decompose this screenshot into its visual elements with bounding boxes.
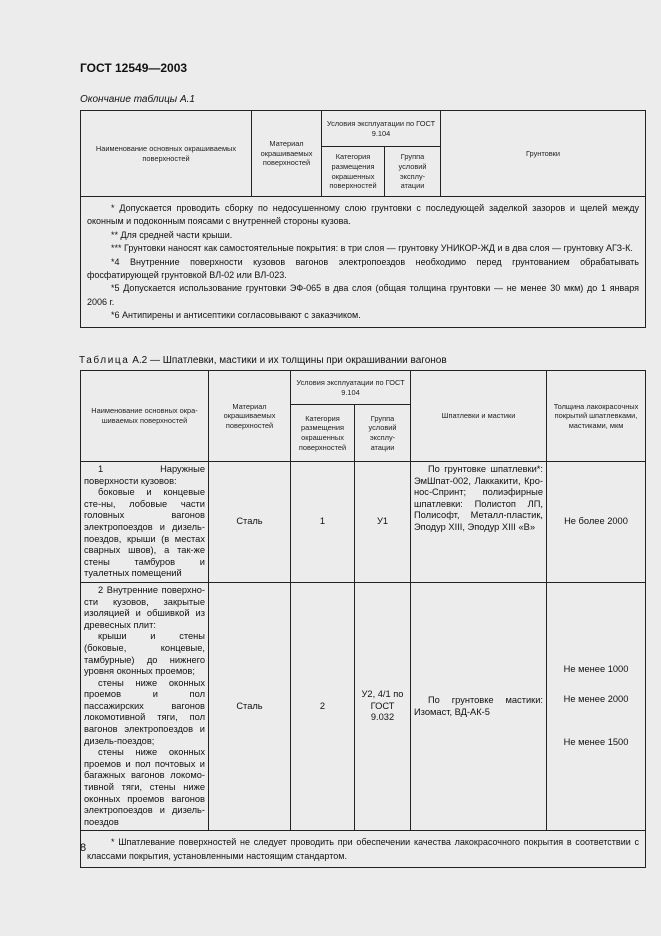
t1-footnote-5: *5 Допускается использование грунтовки ЭФ-065 в два слоя (общая толщина грунтовки — не менее 30 мкм) до 1 января 2006 г.	[87, 283, 639, 307]
table-a1-caption: Окончание таблицы А.1	[80, 94, 195, 105]
t2-row1-material: Сталь	[209, 462, 291, 583]
t2-row2-thickness-value-2: Не менее 2000	[563, 693, 629, 704]
t1-header-category: Категория размещения окрашенных поверхностей	[322, 147, 385, 197]
t2-row2-surfaces	[81, 582, 209, 830]
t1-footnote-6: *6 Антипирены и антисептики согласовывают с заказчиком.	[111, 310, 361, 321]
t2-header-material: Материал окрашиваемых поверхностей	[209, 371, 291, 462]
t2-row2-putties	[411, 582, 547, 830]
table-a2	[80, 370, 646, 868]
t2-row1-putties	[411, 462, 547, 583]
t2-header-thickness: Толщина лакокрасочных покрытий шпатлевками, мастиками, мкм	[547, 371, 646, 462]
t2-row1-surfaces-title: 1 Наружные поверхности кузовов:	[84, 464, 205, 486]
t2-row2-putties-text: По грунтовке мастики: Изомаст, ВД-АК-5	[414, 695, 543, 717]
t2-header-group: Группа условий эксплу-атации	[355, 405, 411, 462]
t2-row1-thickness	[547, 462, 646, 583]
table-a1-end	[80, 110, 646, 328]
t2-row2-category: 2	[291, 582, 355, 830]
t1-footnotes	[81, 197, 646, 328]
table-a2-caption	[79, 355, 447, 366]
t1-header-surfaces: Наименование основных окрашиваемых поверхностей	[81, 111, 252, 197]
t1-header-primers: Грунтовки	[441, 111, 646, 197]
t2-row1-thickness-value: Не более 2000	[564, 516, 628, 527]
t1-header-conditions: Условия эксплуатации по ГОСТ 9.104	[322, 111, 441, 147]
t2-row2-group: У2, 4/1 по ГОСТ 9.032	[355, 582, 411, 830]
t2-header-conditions: Условия эксплуатации по ГОСТ 9.104	[291, 371, 411, 405]
t1-header-group: Группа условий эксплу-атации	[385, 147, 441, 197]
table-a2-caption-label: Таблица	[79, 355, 130, 366]
table-a2-caption-text: А.2 — Шпатлевки, мастики и их толщины при окрашивании вагонов	[129, 355, 447, 366]
page-number: 8	[80, 842, 87, 854]
table-row	[81, 462, 646, 583]
t1-footnote-3: *** Грунтовки наносят как самостоятельные покрытия: в три слоя — грунтовку УНИКОР-ЖД и в два слоя — грунтовку АГЗ-К.	[111, 243, 633, 254]
t2-row2-thickness-value-3: Не менее 1500	[563, 737, 629, 748]
t2-row2-surfaces-item2: стены ниже оконных проемов и пол пассажирских вагонов локомотивной тяги, пол вагонов электропоездов и дизель-поездов;	[84, 677, 205, 746]
t1-header-material: Материал окрашиваемых поверхностей	[252, 111, 322, 197]
t2-row2-thickness	[547, 582, 646, 830]
t2-row1-putties-text: По грунтовке шпатлевки*: ЭмШпат-002, Лаккакити, Кро-нос-Спринт; полиэфирные шпатлевки: Полистоп ЛП, Полисофт, Металл-пластик, Эподур XIII, Эподур XIII «В»	[414, 464, 543, 532]
t2-footnote	[81, 831, 646, 868]
t1-footnote-4: *4 Внутренние поверхности кузовов вагонов электропоездов необходимо перед грунтованием обрабатывать фосфатирующей грунтовкой ВЛ-02 или ВЛ-023.	[87, 256, 639, 281]
t2-footnote-text: * Шпатлевание поверхностей не следует проводить при обеспечении качества лакокрасочного покрытия в соответствии с классами покрытия, установленными настоящим стандартом.	[87, 837, 639, 861]
t2-row2-surfaces-item3: стены ниже оконных проемов и пол почтовых и багажных вагонов локомо-тивной тяги, стены ниже оконных проемов вагонов электропоездов и дизель-поездов	[84, 747, 205, 827]
t2-header-surfaces: Наименование основных окра-шиваемых поверхностей	[81, 371, 209, 462]
t2-row1-group: У1	[355, 462, 411, 583]
document-title: ГОСТ 12549—2003	[80, 61, 188, 75]
t1-footnote-2: ** Для средней части крыши.	[111, 229, 233, 240]
t2-header-putties: Шпатлевки и мастики	[411, 371, 547, 462]
t1-footnote-1: * Допускается проводить сборку по недосушенному слою грунтовки с последующей заделкой зазоров и щелей между оконным и подоконным поясами с внутренней стороны кузова.	[87, 203, 639, 227]
t2-row2-thickness-value-1: Не менее 1000	[563, 664, 629, 675]
t2-row1-surfaces-text: боковые и концевые сте-ны, лобовые части головных вагонов электропоездов и дизель-поездов, крыши (в местах сварных швов), а так-же стены тамбуров и туалетных помещений	[84, 487, 205, 579]
t2-header-category: Категория размещения окрашенных поверхностей	[291, 405, 355, 462]
t2-row1-surfaces	[81, 462, 209, 583]
table-row	[81, 582, 646, 830]
t2-row2-surfaces-item1: крыши и стены (боковые, концевые, тамбурные) до нижнего уровня оконных проемов;	[84, 631, 205, 677]
t2-row2-surfaces-title: 2 Внутренние поверхно-сти кузовов, закрытые изоляцией и обшивкой из древесных плит:	[84, 584, 205, 630]
t2-row1-category: 1	[291, 462, 355, 583]
t2-row2-material: Сталь	[209, 582, 291, 830]
